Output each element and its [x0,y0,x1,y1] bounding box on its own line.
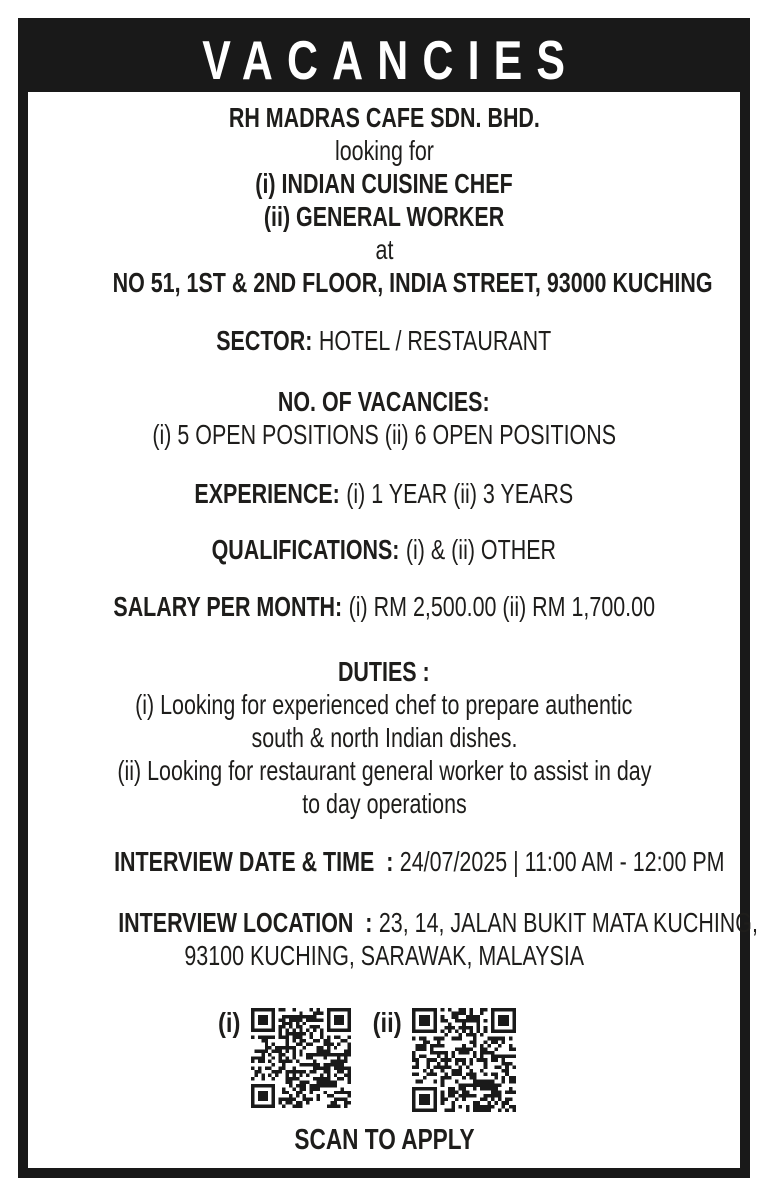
vacancies-banner [28,28,740,92]
qr-group-ii [370,1008,516,1112]
experience-value: (i) 1 YEAR (ii) 3 YEARS [346,478,574,509]
at-text: at [375,234,393,265]
duties-line-2: south & north Indian dishes. [251,722,517,753]
address-line [28,266,740,299]
interview-date-label: INTERVIEW DATE & TIME : [114,846,394,877]
sector-label: SECTOR: [216,325,313,356]
qr-code-i-icon [251,1008,351,1108]
interview-location-line-2 [28,939,740,972]
poster-frame [18,18,758,1178]
qr-row [10,1008,722,1112]
vacancies-label: NO. OF VACANCIES: [278,386,490,417]
role-i: (i) INDIAN CUISINE CHEF [255,168,513,199]
interview-location-line-1 [28,906,758,939]
salary-label: SALARY PER MONTH: [113,591,342,622]
role-ii: (ii) GENERAL WORKER [263,201,505,232]
duties-line-3: (ii) Looking for restaurant general worker to assist in day [116,755,652,786]
interview-location-value-2: 93100 KUCHING, SARAWAK, MALAYSIA [184,940,584,971]
qr-group-i [216,1008,350,1108]
qr-label-i: (i) [218,1007,241,1038]
scan-to-apply-text: SCAN TO APPLY [293,1124,475,1156]
interview-date-value: 24/07/2025 | 11:00 AM - 12:00 PM [399,846,725,877]
role-i-line [28,167,740,200]
qr-label-ii: (ii) [372,1007,402,1038]
scan-to-apply-line [28,1124,740,1157]
qr-code-ii-icon [412,1008,516,1112]
qualifications-label: QUALIFICATIONS: [211,534,400,565]
vacancies-value-line [28,418,740,451]
duties-label: DUTIES : [338,656,430,687]
poster-content [28,92,758,1157]
interview-location-label: INTERVIEW LOCATION : [118,907,373,938]
at-line [28,233,740,266]
interview-date-line [28,845,740,878]
vacancies-heading-line [28,385,740,418]
company-name-line [28,101,740,134]
looking-for-text: looking for [334,135,434,166]
experience-label: EXPERIENCE: [194,478,341,509]
salary-line [28,590,740,623]
qualifications-value: (i) & (ii) OTHER [406,534,557,565]
experience-line [28,477,740,510]
company-address: NO 51, 1ST & 2ND FLOOR, INDIA STREET, 93000 KUCHING [112,267,713,298]
looking-for-line [28,134,740,167]
sector-value: HOTEL / RESTAURANT [319,325,552,356]
role-ii-line [28,200,740,233]
duties-line-1: (i) Looking for experienced chef to prepare authentic [135,689,633,720]
company-name: RH MADRAS CAFE SDN. BHD. [228,102,540,133]
sector-line [28,324,740,357]
qualifications-line [28,533,740,566]
salary-value: (i) RM 2,500.00 (ii) RM 1,700.00 [348,591,655,622]
poster-title: VACANCIES [202,29,580,91]
vacancies-value: (i) 5 OPEN POSITIONS (ii) 6 OPEN POSITIONS [152,419,616,450]
duties-line-4: to day operations [301,788,467,819]
interview-location-value-1: 23, 14, JALAN BUKIT MATA KUCHING, [378,907,758,938]
duties-heading-line [28,655,740,688]
